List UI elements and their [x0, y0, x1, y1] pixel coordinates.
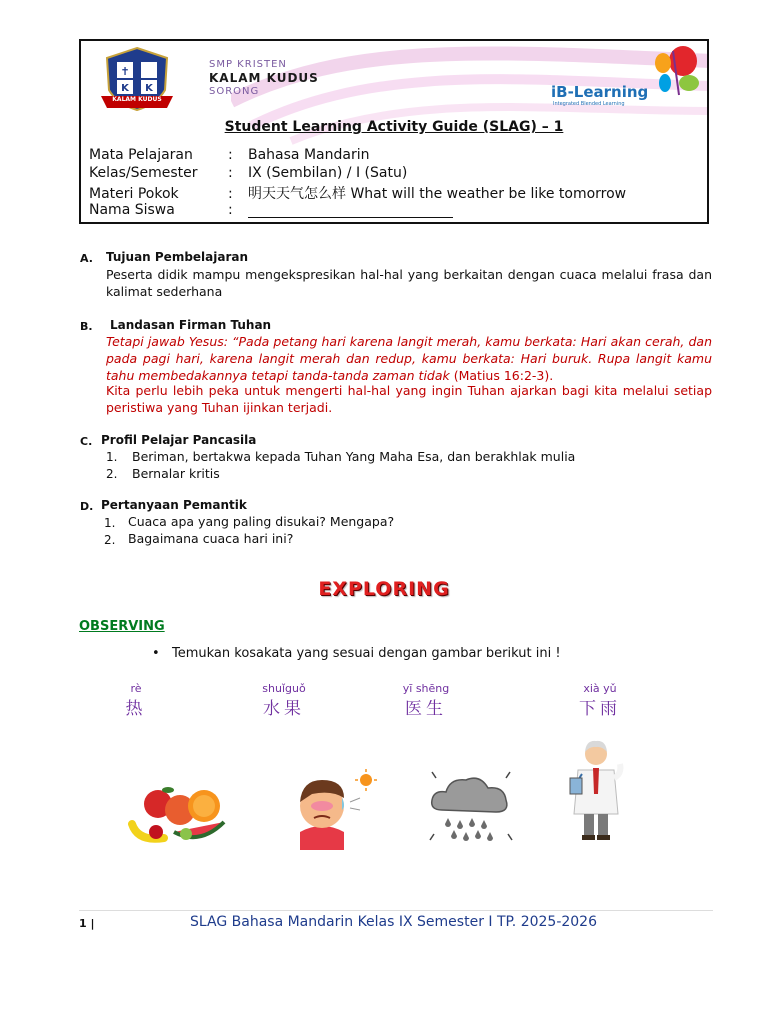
list-number: 1.: [106, 450, 118, 464]
list-number: 2.: [104, 533, 116, 547]
bible-reference: (Matius 16:2-3).: [453, 368, 554, 383]
vocab-hanzi: 水果: [263, 699, 305, 719]
meta-label: Materi Pokok: [89, 186, 179, 202]
section-b-letter: B.: [80, 320, 93, 333]
section-a-text: Peserta didik mampu mengekspresikan hal-hal yang berkaitan dengan cuaca melalui frasa dan kalimat sederhana: [106, 267, 712, 299]
meta-row-subject: [89, 147, 369, 163]
instruction-text: Temukan kosakata yang sesuai dengan gambar berikut ini !: [172, 646, 561, 661]
rain-cloud-image: [426, 770, 516, 846]
school-line3: SORONG: [209, 86, 260, 97]
vocab-hanzi: 热: [125, 699, 147, 719]
section-b-quote: [106, 333, 712, 384]
document-title: Student Learning Activity Guide (SLAG) – 1: [224, 119, 564, 135]
section-b-text: Kita perlu lebih peka untuk mengerti hal-hal yang ingin Tuhan ajarkan bagi kita melalui setiap peristiwa yang Tuhan ijinkan terjadi.: [106, 383, 712, 415]
vocab-hanzi: 下雨: [579, 699, 621, 719]
meta-label: Mata Pelajaran: [89, 147, 193, 163]
list-number: 2.: [106, 467, 118, 481]
butterfly-logo: [641, 43, 707, 101]
meta-colon: :: [228, 202, 233, 218]
svg-text:K: K: [121, 83, 129, 94]
list-number: 1.: [104, 516, 116, 530]
school-logo: [97, 46, 177, 114]
meta-label: Nama Siswa: [89, 202, 175, 218]
footer-text: SLAG Bahasa Mandarin Kelas IX Semester I TP. 2025-2026: [190, 914, 597, 930]
list-item: Bernalar kritis: [132, 466, 220, 481]
vocab-hanzi: 医生: [405, 699, 447, 719]
list-item: Bagaimana cuaca hari ini?: [128, 531, 294, 546]
hot-boy-image: [292, 768, 380, 850]
section-c-letter: C.: [80, 435, 93, 448]
meta-row-student-name: [89, 202, 453, 218]
exploring-heading: EXPLORING: [318, 578, 450, 600]
section-a-letter: A.: [80, 252, 93, 265]
bullet-icon: •: [152, 646, 160, 661]
brand-name: iB-Learning: [551, 83, 649, 101]
vocab-pinyin: rè: [130, 682, 142, 695]
header-box: [79, 39, 709, 224]
page-number: 1 |: [79, 917, 95, 930]
observing-heading: OBSERVING: [79, 619, 165, 634]
doctor-image: [566, 738, 626, 842]
svg-text:K: K: [145, 83, 153, 94]
svg-text:✝: ✝: [120, 65, 130, 78]
meta-row-topic: [89, 183, 626, 203]
list-item: Cuaca apa yang paling disukai? Mengapa?: [128, 514, 395, 529]
section-b-title: Landasan Firman Tuhan: [110, 318, 272, 332]
meta-value: Bahasa Mandarin: [248, 147, 370, 163]
vocab-pinyin: xià yǔ: [583, 682, 617, 695]
footer-divider: [79, 910, 713, 911]
bible-quote: Tetapi jawab Yesus: “Pada petang hari karena langit merah, kamu berkata: Hari akan cerah, dan pada pagi hari, karena langit merah dan redup, kamu berkata: Hari buruk. Rupa langit kamu tahu membedakannya tetapi tanda-tanda zaman tidak: [106, 334, 712, 383]
logo-text: KALAM KUDUS: [112, 96, 162, 103]
brand-subtitle: Integrated Blended Learning: [553, 101, 625, 107]
student-name-field[interactable]: [248, 203, 453, 218]
section-a-title: Tujuan Pembelajaran: [106, 250, 249, 264]
meta-row-class: [89, 165, 407, 181]
fruit-image: [128, 780, 232, 844]
section-d-letter: D.: [80, 500, 94, 513]
school-line1: SMP KRISTEN: [209, 59, 287, 70]
school-name: KALAM KUDUS: [209, 71, 319, 85]
section-d-title: Pertanyaan Pemantik: [101, 498, 247, 512]
meta-colon: :: [228, 186, 233, 202]
meta-label: Kelas/Semester: [89, 165, 198, 181]
instruction: [152, 646, 561, 661]
meta-colon: :: [228, 165, 233, 181]
section-c-title: Profil Pelajar Pancasila: [101, 433, 257, 447]
meta-value: IX (Sembilan) / I (Satu): [248, 165, 408, 181]
meta-value: 明天天气怎么样 What will the weather be like tomorrow: [248, 186, 627, 202]
vocab-pinyin: yī shēng: [402, 682, 450, 695]
meta-colon: :: [228, 147, 233, 163]
vocab-pinyin: shuǐguǒ: [262, 682, 306, 695]
list-item: Beriman, bertakwa kepada Tuhan Yang Maha Esa, dan berakhlak mulia: [132, 449, 576, 464]
